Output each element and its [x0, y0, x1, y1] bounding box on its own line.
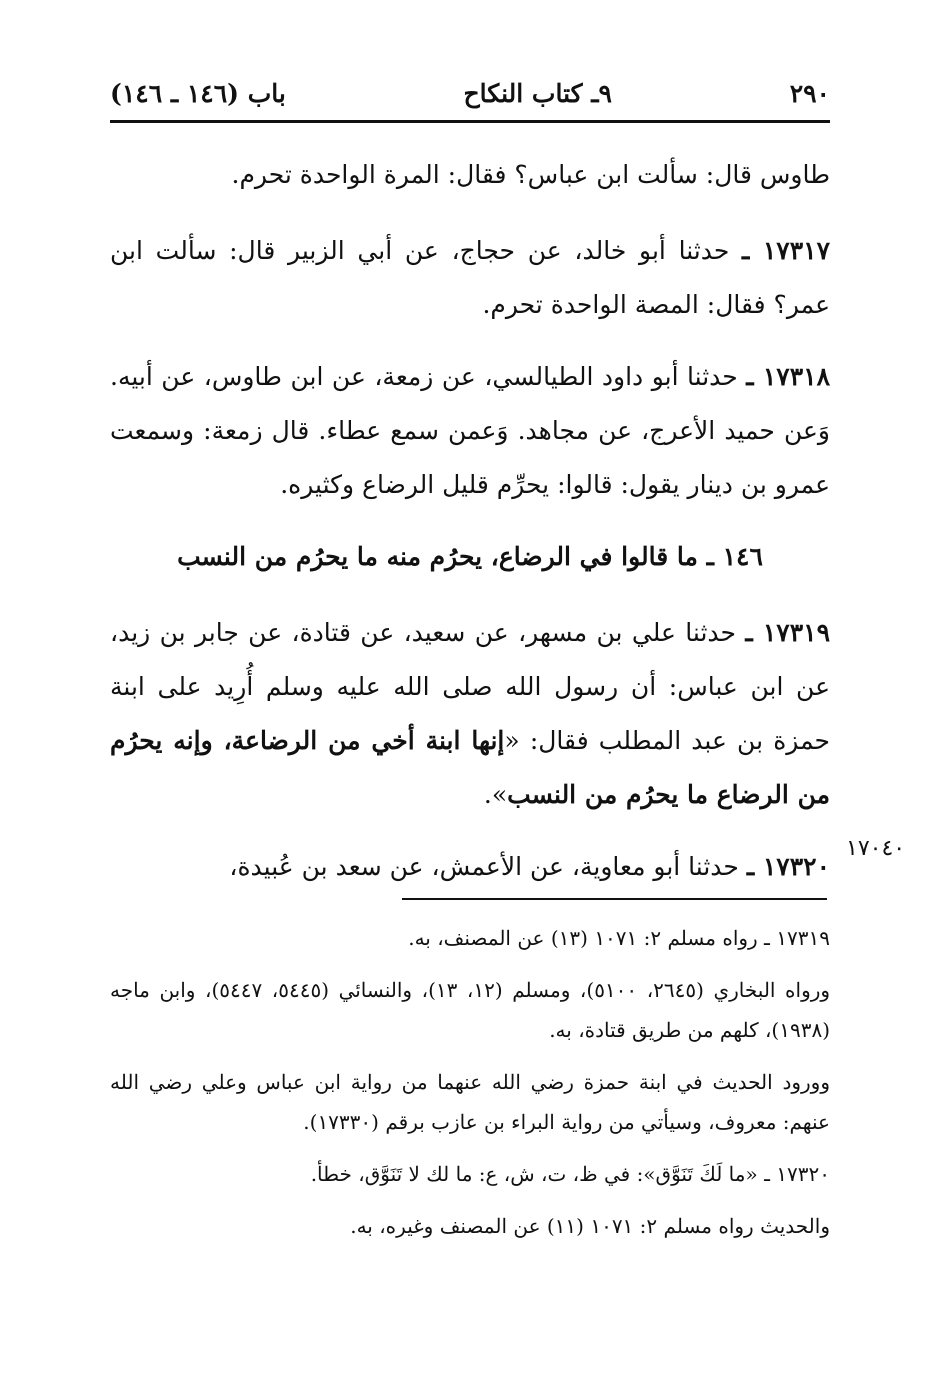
- hadith-number: ١٧٣١٧ ـ: [742, 236, 830, 265]
- hadith-text: حدثنا علي بن مسهر، عن سعيد، عن قتادة، عن جابر بن زيد، عن ابن عباس: أن رسول الله صلى الله عليه وسلم أُرِيد على ابنة حمزة بن عبد المطلب فقال: «: [110, 618, 830, 755]
- hadith-quote-end: ».: [483, 780, 508, 809]
- chapter-range: باب (١٤٦ ـ ١٤٦): [110, 78, 286, 108]
- hadith-number: ١٧٣١٨ ـ: [746, 362, 830, 391]
- footnote-17319-sources: ورواه البخاري (٢٦٤٥، ٥١٠٠)، ومسلم (١٢، ١٣)، والنسائي (٥٤٤٥، ٥٤٤٧)، وابن ماجه (١٩٣٨)، كلهم من طريق قتادة، به.: [110, 978, 831, 1042]
- hadith-number: ١٧٣١٩ ـ: [745, 618, 830, 647]
- main-text: [110, 148, 830, 912]
- paragraph-continuation: طاوس قال: سألت ابن عباس؟ فقال: المرة الواحدة تحرم.: [231, 160, 830, 189]
- footnote-17319: ١٧٣١٩ ـ رواه مسلم ٢: ١٠٧١ (١٣) عن المصنف، به.: [408, 926, 830, 950]
- hadith-text: حدثنا أبو خالد، عن حجاج، عن أبي الزبير قال: سألت ابن عمر؟ فقال: المصة الواحدة تحرم.: [110, 236, 830, 319]
- hadith-17318: [110, 350, 830, 512]
- hadith-number: ١٧٣٢٠ ـ: [746, 852, 830, 881]
- chapter-heading: ١٤٦ ـ ما قالوا في الرضاع، يحرُم منه ما يحرُم من النسب: [177, 542, 763, 571]
- hadith-17320: [110, 840, 830, 894]
- footnote-rule: [402, 898, 827, 900]
- footnote-17320-source: والحديث رواه مسلم ٢: ١٠٧١ (١١) عن المصنف وغيره، به.: [350, 1214, 830, 1238]
- hadith-quote: إنها ابنة أخي من الرضاعة، وإنه يحرُم من الرضاع ما يحرُم من النسب: [110, 726, 830, 809]
- margin-reference-number: ١٧٠٤٠: [846, 836, 906, 861]
- hadith-text: حدثنا أبو معاوية، عن الأعمش، عن سعد بن عُبيدة،: [229, 852, 747, 881]
- book-title: ٩ـ كتاب النكاح: [463, 78, 612, 108]
- hadith-text: حدثنا أبو داود الطيالسي، عن زمعة، عن ابن طاوس، عن أبيه. وَعن حميد الأعرج، عن مجاهد. وَعمن سمع عطاء. قال زمعة: وسمعت عمرو بن دينار يقول: قالوا: يحرِّم قليل الرضاع وكثيره.: [110, 362, 830, 499]
- hadith-17317: [110, 224, 830, 332]
- header-rule: [110, 120, 830, 123]
- footnote-17320: ١٧٣٢٠ ـ «ما لَكَ تَنَوَّق»: في ظ، ت، ش، ع: ما لك لا تَنَوَّق، خطأ.: [310, 1162, 830, 1186]
- footnotes: [110, 918, 830, 1258]
- footnote-17319-note: وورود الحديث في ابنة حمزة رضي الله عنهما من رواية ابن عباس وعلي رضي الله عنهم: معروف، وسيأتي من رواية البراء بن عازب برقم (١٧٣٣٠).: [110, 1070, 830, 1134]
- page-number: ٢٩٠: [789, 78, 830, 108]
- hadith-17319: [110, 606, 830, 822]
- page-header: [110, 70, 830, 116]
